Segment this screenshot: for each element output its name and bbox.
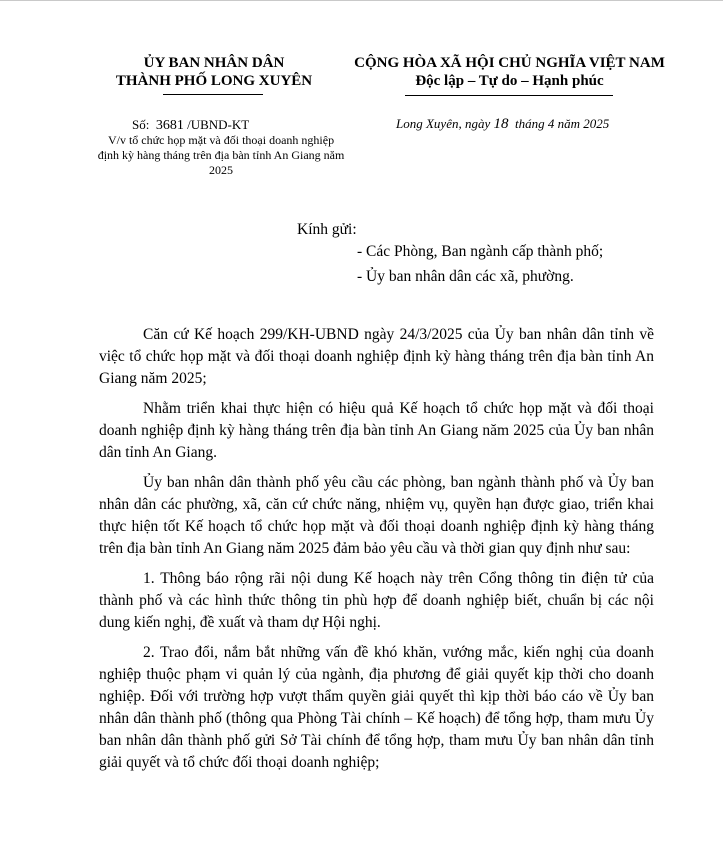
national-motto (342, 54, 677, 90)
issue-date (396, 116, 609, 132)
date-month: 4 (547, 116, 555, 131)
body-paragraph: Ủy ban nhân dân thành phố yêu cầu các phòng, ban ngành thành phố và Ủy ban nhân dân các phường, xã, căn cứ chức năng, nhiệm vụ, quyền hạn được giao, triển khai thực hiện tốt Kế hoạch tổ chức họp mặt và đối thoại doanh nghiệp định kỳ hàng tháng trên địa bàn tỉnh An Giang năm 2025 đảm bảo yêu cầu và thời gian quy định như sau: (99, 474, 654, 557)
motto-line-1: CỘNG HÒA XÃ HỘI CHỦ NGHĨA VIỆT NAM (354, 55, 665, 71)
authority-line-1: ỦY BAN NHÂN DÂN (143, 55, 285, 71)
greeting: Kính gửi: (297, 221, 357, 238)
doc-number-value: 3681 (155, 118, 184, 133)
top-border (0, 0, 723, 1)
authority-underline (163, 94, 263, 95)
motto-underline (405, 95, 613, 96)
doc-number-prefix: Số: (132, 117, 150, 132)
recipient-item: - Các Phòng, Ban ngành cấp thành phố; (357, 243, 604, 260)
motto-line-2: Độc lập – Tự do – Hạnh phúc (415, 73, 604, 89)
body-paragraph: 1. Thông báo rộng rãi nội dung Kế hoạch này trên Cổng thông tin điện tử của thành phố và các hình thức thông tin phù hợp để doanh nghiệp biết, chuẩn bị các nội dung kiến nghị, đề xuất và tham dự Hội nghị. (99, 570, 654, 631)
body-paragraph: Căn cứ Kế hoạch 299/KH-UBND ngày 24/3/2025 của Ủy ban nhân dân tỉnh về việc tổ chức họp mặt và đối thoại doanh nghiệp định kỳ hàng tháng trên địa bàn tỉnh An Giang năm 2025; (99, 326, 654, 387)
date-month-label: tháng (514, 116, 545, 131)
body-paragraph: 2. Trao đổi, nắm bắt những vấn đề khó khăn, vướng mắc, kiến nghị của doanh nghiệp thuộc phạm vi quản lý của ngành, địa phương để giải quyết kịp thời cho doanh nghiệp. Đối với trường hợp vượt thẩm quyền giải quyết thì kịp thời báo cáo về Ủy ban nhân dân thành phố (thông qua Phòng Tài chính – Kế hoạch) để tổng hợp, tham mưu Ủy ban nhân dân thành phố gửi Sở Tài chính để tổng hợp, tham mưu Ủy ban nhân dân tỉnh giải quyết và tổ chức đối thoại doanh nghiệp; (99, 644, 654, 771)
authority-line-2: THÀNH PHỐ LONG XUYÊN (115, 73, 313, 89)
body-paragraph: Nhằm triển khai thực hiện có hiệu quả Kế hoạch tổ chức họp mặt và đối thoại doanh nghiệp định kỳ hàng tháng trên địa bàn tỉnh An Giang năm 2025 của Ủy ban nhân dân tỉnh An Giang. (99, 400, 654, 461)
document-subject: V/v tổ chức họp mặt và đối thoại doanh nghiệp định kỳ hàng tháng trên địa bàn tỉnh An Giang năm 2025 (97, 133, 345, 177)
issuing-authority (96, 54, 332, 90)
recipient-item: - Ủy ban nhân dân các xã, phường. (357, 268, 574, 285)
doc-number-suffix: /UBND-KT (187, 117, 250, 132)
document-body (99, 324, 654, 782)
date-place-prefix: Long Xuyên, ngày (396, 116, 491, 131)
date-day: 18 (493, 116, 509, 132)
date-year: năm 2025 (557, 116, 610, 131)
document-number (132, 117, 249, 133)
